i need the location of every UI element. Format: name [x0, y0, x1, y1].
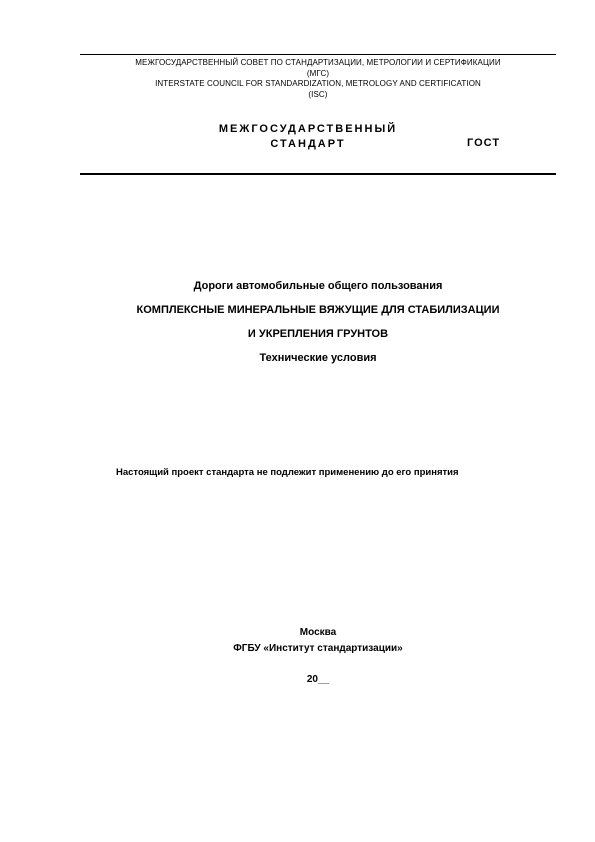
- header-bottom-rule: [80, 173, 556, 175]
- council-abbr-ru: (МГС): [306, 68, 330, 78]
- document-subtitle: Дороги автомобильные общего пользования: [193, 280, 443, 292]
- publisher-name: ФГБУ «Институт стандартизации»: [233, 643, 403, 654]
- document-title-line2: И УКРЕПЛЕНИЯ ГРУНТОВ: [247, 328, 389, 340]
- standard-type-line1: МЕЖГОСУДАРСТВЕННЫЙ: [218, 123, 398, 135]
- header-top-rule: [80, 54, 556, 55]
- document-spec-label: Технические условия: [259, 352, 377, 364]
- standard-type: [178, 122, 438, 152]
- council-name-ru: МЕЖГОСУДАРСТВЕННЫЙ СОВЕТ ПО СТАНДАРТИЗАЦИИ, МЕТРОЛОГИИ И СЕРТИФИКАЦИИ: [135, 58, 501, 67]
- council-abbr-en: (ISC): [308, 89, 328, 99]
- council-header: [80, 58, 556, 100]
- document-title-line1: КОМПЛЕКСНЫЕ МИНЕРАЛЬНЫЕ ВЯЖУЩИЕ ДЛЯ СТАБИЛИЗАЦИИ: [136, 304, 500, 316]
- publication-year: 20__: [306, 674, 330, 685]
- draft-notice: Настоящий проект стандарта не подлежит применению до его принятия: [116, 467, 459, 478]
- council-name-en: INTERSTATE COUNCIL FOR STANDARDIZATION, METROLOGY AND CERTIFICATION: [155, 79, 481, 88]
- publication-footer: [80, 625, 556, 688]
- gost-label: ГОСТ: [467, 137, 501, 149]
- document-title-block: [80, 274, 556, 370]
- standard-type-line2: СТАНДАРТ: [270, 138, 346, 150]
- publication-city: Москва: [299, 627, 337, 638]
